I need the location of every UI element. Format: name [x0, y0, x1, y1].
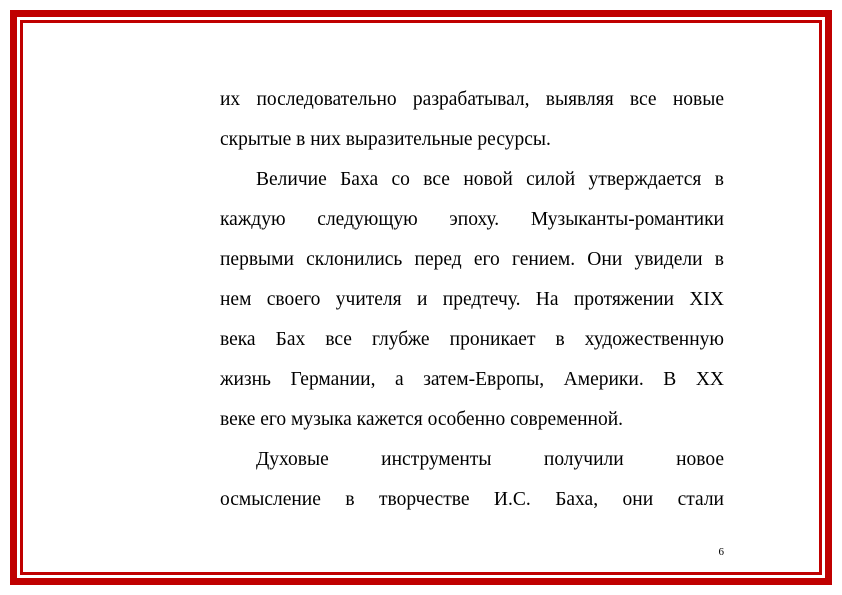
text-line: нем своего учителя и предтечу. На протяжении XIX: [220, 289, 724, 310]
text-line: первыми склонились перед его гением. Они увидели в: [220, 249, 724, 270]
page-number: 6: [718, 546, 724, 558]
text-line: Величие Баха со все новой силой утверждается в: [256, 169, 724, 190]
text-line: жизнь Германии, а затем-Европы, Америки. В XX: [220, 369, 724, 390]
text-line: каждую следующую эпоху. Музыканты-романтики: [220, 209, 724, 230]
text-line: скрытые в них выразительные ресурсы.: [220, 129, 551, 150]
text-line: веке его музыка кажется особенно современной.: [220, 409, 624, 430]
text-line: века Бах все глубже проникает в художественную: [220, 329, 724, 350]
text-line: осмысление в творчестве И.С. Баха, они стали: [220, 489, 724, 510]
body-text: [220, 80, 724, 520]
text-line: их последовательно разрабатывал, выявляя все новые: [220, 89, 724, 110]
text-line: Духовые инструменты получили новое: [256, 449, 724, 470]
